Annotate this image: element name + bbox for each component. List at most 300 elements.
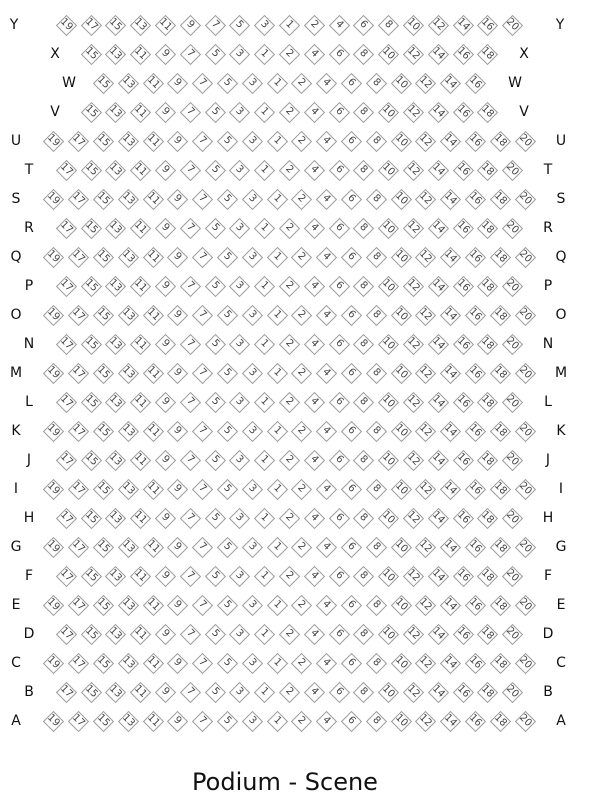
seat[interactable] bbox=[55, 217, 77, 239]
seat[interactable] bbox=[154, 507, 176, 529]
seat[interactable] bbox=[228, 333, 250, 355]
seat[interactable] bbox=[439, 594, 461, 616]
seat[interactable] bbox=[142, 478, 164, 500]
seat[interactable] bbox=[315, 362, 337, 384]
seat[interactable] bbox=[266, 710, 288, 732]
seat[interactable] bbox=[514, 362, 536, 384]
seat[interactable] bbox=[427, 275, 449, 297]
seat[interactable] bbox=[290, 536, 312, 558]
seat[interactable] bbox=[142, 652, 164, 674]
seat[interactable] bbox=[179, 217, 201, 239]
seat[interactable] bbox=[42, 304, 64, 326]
seat[interactable] bbox=[414, 188, 436, 210]
seat[interactable] bbox=[228, 391, 250, 413]
seat[interactable] bbox=[414, 246, 436, 268]
seat[interactable] bbox=[352, 14, 374, 36]
seat[interactable] bbox=[414, 594, 436, 616]
seat[interactable] bbox=[241, 478, 263, 500]
seat[interactable] bbox=[377, 275, 399, 297]
seat[interactable] bbox=[154, 623, 176, 645]
seat[interactable] bbox=[253, 159, 275, 181]
seat[interactable] bbox=[377, 507, 399, 529]
seat[interactable] bbox=[365, 478, 387, 500]
seat[interactable] bbox=[117, 72, 139, 94]
seat[interactable] bbox=[204, 391, 226, 413]
seat[interactable] bbox=[241, 188, 263, 210]
seat[interactable] bbox=[340, 188, 362, 210]
seat[interactable] bbox=[427, 101, 449, 123]
seat[interactable] bbox=[501, 681, 523, 703]
seat[interactable] bbox=[191, 304, 213, 326]
seat[interactable] bbox=[476, 507, 498, 529]
seat[interactable] bbox=[228, 507, 250, 529]
seat[interactable] bbox=[414, 652, 436, 674]
seat[interactable] bbox=[365, 652, 387, 674]
seat[interactable] bbox=[414, 420, 436, 442]
seat[interactable] bbox=[241, 130, 263, 152]
seat[interactable] bbox=[117, 478, 139, 500]
seat[interactable] bbox=[204, 623, 226, 645]
seat[interactable] bbox=[402, 14, 424, 36]
seat[interactable] bbox=[241, 362, 263, 384]
seat[interactable] bbox=[67, 130, 89, 152]
seat[interactable] bbox=[290, 710, 312, 732]
seat[interactable] bbox=[55, 159, 77, 181]
seat[interactable] bbox=[80, 159, 102, 181]
seat[interactable] bbox=[352, 333, 374, 355]
seat[interactable] bbox=[104, 449, 126, 471]
seat[interactable] bbox=[129, 565, 151, 587]
seat[interactable] bbox=[464, 594, 486, 616]
seat[interactable] bbox=[241, 536, 263, 558]
seat[interactable] bbox=[166, 710, 188, 732]
seat[interactable] bbox=[92, 594, 114, 616]
seat[interactable] bbox=[104, 14, 126, 36]
seat[interactable] bbox=[179, 333, 201, 355]
seat[interactable] bbox=[402, 159, 424, 181]
seat[interactable] bbox=[390, 420, 412, 442]
seat[interactable] bbox=[315, 246, 337, 268]
seat[interactable] bbox=[204, 217, 226, 239]
seat[interactable] bbox=[117, 304, 139, 326]
seat[interactable] bbox=[439, 304, 461, 326]
seat[interactable] bbox=[166, 304, 188, 326]
seat[interactable] bbox=[92, 246, 114, 268]
seat[interactable] bbox=[253, 217, 275, 239]
seat[interactable] bbox=[402, 275, 424, 297]
seat[interactable] bbox=[204, 101, 226, 123]
seat[interactable] bbox=[191, 478, 213, 500]
seat[interactable] bbox=[476, 681, 498, 703]
seat[interactable] bbox=[328, 623, 350, 645]
seat[interactable] bbox=[315, 130, 337, 152]
seat[interactable] bbox=[228, 43, 250, 65]
seat[interactable] bbox=[340, 130, 362, 152]
seat[interactable] bbox=[166, 246, 188, 268]
seat[interactable] bbox=[241, 72, 263, 94]
seat[interactable] bbox=[414, 362, 436, 384]
seat[interactable] bbox=[142, 594, 164, 616]
seat[interactable] bbox=[142, 362, 164, 384]
seat[interactable] bbox=[352, 565, 374, 587]
seat[interactable] bbox=[390, 536, 412, 558]
seat[interactable] bbox=[154, 101, 176, 123]
seat[interactable] bbox=[228, 275, 250, 297]
seat[interactable] bbox=[476, 275, 498, 297]
seat[interactable] bbox=[328, 217, 350, 239]
seat[interactable] bbox=[241, 652, 263, 674]
seat[interactable] bbox=[67, 188, 89, 210]
seat[interactable] bbox=[278, 507, 300, 529]
seat[interactable] bbox=[67, 362, 89, 384]
seat[interactable] bbox=[328, 101, 350, 123]
seat[interactable] bbox=[365, 130, 387, 152]
seat[interactable] bbox=[514, 536, 536, 558]
seat[interactable] bbox=[179, 14, 201, 36]
seat[interactable] bbox=[241, 594, 263, 616]
seat[interactable] bbox=[67, 710, 89, 732]
seat[interactable] bbox=[266, 594, 288, 616]
seat[interactable] bbox=[414, 130, 436, 152]
seat[interactable] bbox=[315, 536, 337, 558]
seat[interactable] bbox=[489, 710, 511, 732]
seat[interactable] bbox=[514, 130, 536, 152]
seat[interactable] bbox=[439, 72, 461, 94]
seat[interactable] bbox=[340, 304, 362, 326]
seat[interactable] bbox=[501, 623, 523, 645]
seat[interactable] bbox=[427, 159, 449, 181]
seat[interactable] bbox=[67, 420, 89, 442]
seat[interactable] bbox=[290, 246, 312, 268]
seat[interactable] bbox=[464, 362, 486, 384]
seat[interactable] bbox=[129, 14, 151, 36]
seat[interactable] bbox=[414, 72, 436, 94]
seat[interactable] bbox=[514, 478, 536, 500]
seat[interactable] bbox=[452, 101, 474, 123]
seat[interactable] bbox=[191, 72, 213, 94]
seat[interactable] bbox=[117, 536, 139, 558]
seat[interactable] bbox=[42, 594, 64, 616]
seat[interactable] bbox=[55, 333, 77, 355]
seat[interactable] bbox=[253, 681, 275, 703]
seat[interactable] bbox=[352, 681, 374, 703]
seat[interactable] bbox=[228, 623, 250, 645]
seat[interactable] bbox=[179, 159, 201, 181]
seat[interactable] bbox=[92, 72, 114, 94]
seat[interactable] bbox=[464, 246, 486, 268]
seat[interactable] bbox=[427, 565, 449, 587]
seat[interactable] bbox=[42, 362, 64, 384]
seat[interactable] bbox=[204, 565, 226, 587]
seat[interactable] bbox=[104, 565, 126, 587]
seat[interactable] bbox=[328, 159, 350, 181]
seat[interactable] bbox=[315, 188, 337, 210]
seat[interactable] bbox=[390, 362, 412, 384]
seat[interactable] bbox=[129, 391, 151, 413]
seat[interactable] bbox=[489, 594, 511, 616]
seat[interactable] bbox=[191, 246, 213, 268]
seat[interactable] bbox=[402, 449, 424, 471]
seat[interactable] bbox=[365, 304, 387, 326]
seat[interactable] bbox=[241, 304, 263, 326]
seat[interactable] bbox=[42, 130, 64, 152]
seat[interactable] bbox=[117, 710, 139, 732]
seat[interactable] bbox=[328, 43, 350, 65]
seat[interactable] bbox=[365, 362, 387, 384]
seat[interactable] bbox=[278, 681, 300, 703]
seat[interactable] bbox=[352, 507, 374, 529]
seat[interactable] bbox=[204, 275, 226, 297]
seat[interactable] bbox=[476, 159, 498, 181]
seat[interactable] bbox=[352, 159, 374, 181]
seat[interactable] bbox=[129, 681, 151, 703]
seat[interactable] bbox=[253, 507, 275, 529]
seat[interactable] bbox=[278, 43, 300, 65]
seat[interactable] bbox=[402, 565, 424, 587]
seat[interactable] bbox=[253, 275, 275, 297]
seat[interactable] bbox=[216, 72, 238, 94]
seat[interactable] bbox=[340, 246, 362, 268]
seat[interactable] bbox=[278, 565, 300, 587]
seat[interactable] bbox=[414, 536, 436, 558]
seat[interactable] bbox=[402, 43, 424, 65]
seat[interactable] bbox=[92, 304, 114, 326]
seat[interactable] bbox=[142, 420, 164, 442]
seat[interactable] bbox=[241, 246, 263, 268]
seat[interactable] bbox=[80, 565, 102, 587]
seat[interactable] bbox=[253, 43, 275, 65]
seat[interactable] bbox=[489, 362, 511, 384]
seat[interactable] bbox=[266, 246, 288, 268]
seat[interactable] bbox=[179, 681, 201, 703]
seat[interactable] bbox=[104, 681, 126, 703]
seat[interactable] bbox=[303, 101, 325, 123]
seat[interactable] bbox=[204, 507, 226, 529]
seat[interactable] bbox=[501, 391, 523, 413]
seat[interactable] bbox=[328, 391, 350, 413]
seat[interactable] bbox=[154, 275, 176, 297]
seat[interactable] bbox=[303, 217, 325, 239]
seat[interactable] bbox=[166, 188, 188, 210]
seat[interactable] bbox=[216, 304, 238, 326]
seat[interactable] bbox=[290, 188, 312, 210]
seat[interactable] bbox=[216, 652, 238, 674]
seat[interactable] bbox=[142, 536, 164, 558]
seat[interactable] bbox=[42, 710, 64, 732]
seat[interactable] bbox=[290, 72, 312, 94]
seat[interactable] bbox=[377, 14, 399, 36]
seat[interactable] bbox=[315, 710, 337, 732]
seat[interactable] bbox=[452, 159, 474, 181]
seat[interactable] bbox=[80, 101, 102, 123]
seat[interactable] bbox=[514, 710, 536, 732]
seat[interactable] bbox=[390, 304, 412, 326]
seat[interactable] bbox=[427, 681, 449, 703]
seat[interactable] bbox=[514, 594, 536, 616]
seat[interactable] bbox=[476, 217, 498, 239]
seat[interactable] bbox=[377, 681, 399, 703]
seat[interactable] bbox=[191, 420, 213, 442]
seat[interactable] bbox=[501, 565, 523, 587]
seat[interactable] bbox=[303, 623, 325, 645]
seat[interactable] bbox=[514, 188, 536, 210]
seat[interactable] bbox=[303, 391, 325, 413]
seat[interactable] bbox=[340, 420, 362, 442]
seat[interactable] bbox=[67, 594, 89, 616]
seat[interactable] bbox=[55, 449, 77, 471]
seat[interactable] bbox=[501, 507, 523, 529]
seat[interactable] bbox=[92, 130, 114, 152]
seat[interactable] bbox=[104, 159, 126, 181]
seat[interactable] bbox=[278, 275, 300, 297]
seat[interactable] bbox=[365, 594, 387, 616]
seat[interactable] bbox=[328, 565, 350, 587]
seat[interactable] bbox=[452, 565, 474, 587]
seat[interactable] bbox=[464, 304, 486, 326]
seat[interactable] bbox=[92, 710, 114, 732]
seat[interactable] bbox=[464, 130, 486, 152]
seat[interactable] bbox=[365, 420, 387, 442]
seat[interactable] bbox=[303, 507, 325, 529]
seat[interactable] bbox=[216, 478, 238, 500]
seat[interactable] bbox=[80, 391, 102, 413]
seat[interactable] bbox=[266, 652, 288, 674]
seat[interactable] bbox=[340, 72, 362, 94]
seat[interactable] bbox=[204, 681, 226, 703]
seat[interactable] bbox=[377, 101, 399, 123]
seat[interactable] bbox=[67, 536, 89, 558]
seat[interactable] bbox=[253, 101, 275, 123]
seat[interactable] bbox=[117, 362, 139, 384]
seat[interactable] bbox=[266, 130, 288, 152]
seat[interactable] bbox=[390, 652, 412, 674]
seat[interactable] bbox=[179, 391, 201, 413]
seat[interactable] bbox=[166, 478, 188, 500]
seat[interactable] bbox=[266, 420, 288, 442]
seat[interactable] bbox=[55, 507, 77, 529]
seat[interactable] bbox=[390, 710, 412, 732]
seat[interactable] bbox=[179, 565, 201, 587]
seat[interactable] bbox=[166, 130, 188, 152]
seat[interactable] bbox=[377, 43, 399, 65]
seat[interactable] bbox=[303, 565, 325, 587]
seat[interactable] bbox=[340, 710, 362, 732]
seat[interactable] bbox=[328, 681, 350, 703]
seat[interactable] bbox=[377, 217, 399, 239]
seat[interactable] bbox=[514, 246, 536, 268]
seat[interactable] bbox=[439, 710, 461, 732]
seat[interactable] bbox=[439, 536, 461, 558]
seat[interactable] bbox=[439, 478, 461, 500]
seat[interactable] bbox=[228, 14, 250, 36]
seat[interactable] bbox=[402, 101, 424, 123]
seat[interactable] bbox=[191, 362, 213, 384]
seat[interactable] bbox=[166, 536, 188, 558]
seat[interactable] bbox=[489, 478, 511, 500]
seat[interactable] bbox=[154, 14, 176, 36]
seat[interactable] bbox=[216, 710, 238, 732]
seat[interactable] bbox=[104, 101, 126, 123]
seat[interactable] bbox=[80, 449, 102, 471]
seat[interactable] bbox=[501, 449, 523, 471]
seat[interactable] bbox=[514, 420, 536, 442]
seat[interactable] bbox=[340, 478, 362, 500]
seat[interactable] bbox=[303, 275, 325, 297]
seat[interactable] bbox=[166, 72, 188, 94]
seat[interactable] bbox=[166, 594, 188, 616]
seat[interactable] bbox=[476, 333, 498, 355]
seat[interactable] bbox=[266, 188, 288, 210]
seat[interactable] bbox=[80, 217, 102, 239]
seat[interactable] bbox=[179, 275, 201, 297]
seat[interactable] bbox=[42, 246, 64, 268]
seat[interactable] bbox=[104, 333, 126, 355]
seat[interactable] bbox=[390, 478, 412, 500]
seat[interactable] bbox=[42, 188, 64, 210]
seat[interactable] bbox=[129, 101, 151, 123]
seat[interactable] bbox=[315, 72, 337, 94]
seat[interactable] bbox=[129, 623, 151, 645]
seat[interactable] bbox=[476, 565, 498, 587]
seat[interactable] bbox=[402, 623, 424, 645]
seat[interactable] bbox=[340, 594, 362, 616]
seat[interactable] bbox=[352, 623, 374, 645]
seat[interactable] bbox=[290, 652, 312, 674]
seat[interactable] bbox=[142, 304, 164, 326]
seat[interactable] bbox=[154, 159, 176, 181]
seat[interactable] bbox=[104, 43, 126, 65]
seat[interactable] bbox=[80, 333, 102, 355]
seat[interactable] bbox=[303, 681, 325, 703]
seat[interactable] bbox=[377, 391, 399, 413]
seat[interactable] bbox=[501, 159, 523, 181]
seat[interactable] bbox=[166, 420, 188, 442]
seat[interactable] bbox=[290, 304, 312, 326]
seat[interactable] bbox=[439, 188, 461, 210]
seat[interactable] bbox=[390, 246, 412, 268]
seat[interactable] bbox=[142, 710, 164, 732]
seat[interactable] bbox=[303, 43, 325, 65]
seat[interactable] bbox=[464, 710, 486, 732]
seat[interactable] bbox=[67, 478, 89, 500]
seat[interactable] bbox=[266, 536, 288, 558]
seat[interactable] bbox=[427, 217, 449, 239]
seat[interactable] bbox=[476, 623, 498, 645]
seat[interactable] bbox=[464, 652, 486, 674]
seat[interactable] bbox=[241, 710, 263, 732]
seat[interactable] bbox=[166, 652, 188, 674]
seat[interactable] bbox=[80, 681, 102, 703]
seat[interactable] bbox=[290, 362, 312, 384]
seat[interactable] bbox=[228, 217, 250, 239]
seat[interactable] bbox=[352, 217, 374, 239]
seat[interactable] bbox=[377, 449, 399, 471]
seat[interactable] bbox=[179, 101, 201, 123]
seat[interactable] bbox=[439, 130, 461, 152]
seat[interactable] bbox=[204, 159, 226, 181]
seat[interactable] bbox=[216, 594, 238, 616]
seat[interactable] bbox=[365, 246, 387, 268]
seat[interactable] bbox=[365, 536, 387, 558]
seat[interactable] bbox=[228, 101, 250, 123]
seat[interactable] bbox=[352, 449, 374, 471]
seat[interactable] bbox=[452, 14, 474, 36]
seat[interactable] bbox=[216, 246, 238, 268]
seat[interactable] bbox=[92, 478, 114, 500]
seat[interactable] bbox=[278, 14, 300, 36]
seat[interactable] bbox=[452, 333, 474, 355]
seat[interactable] bbox=[402, 333, 424, 355]
